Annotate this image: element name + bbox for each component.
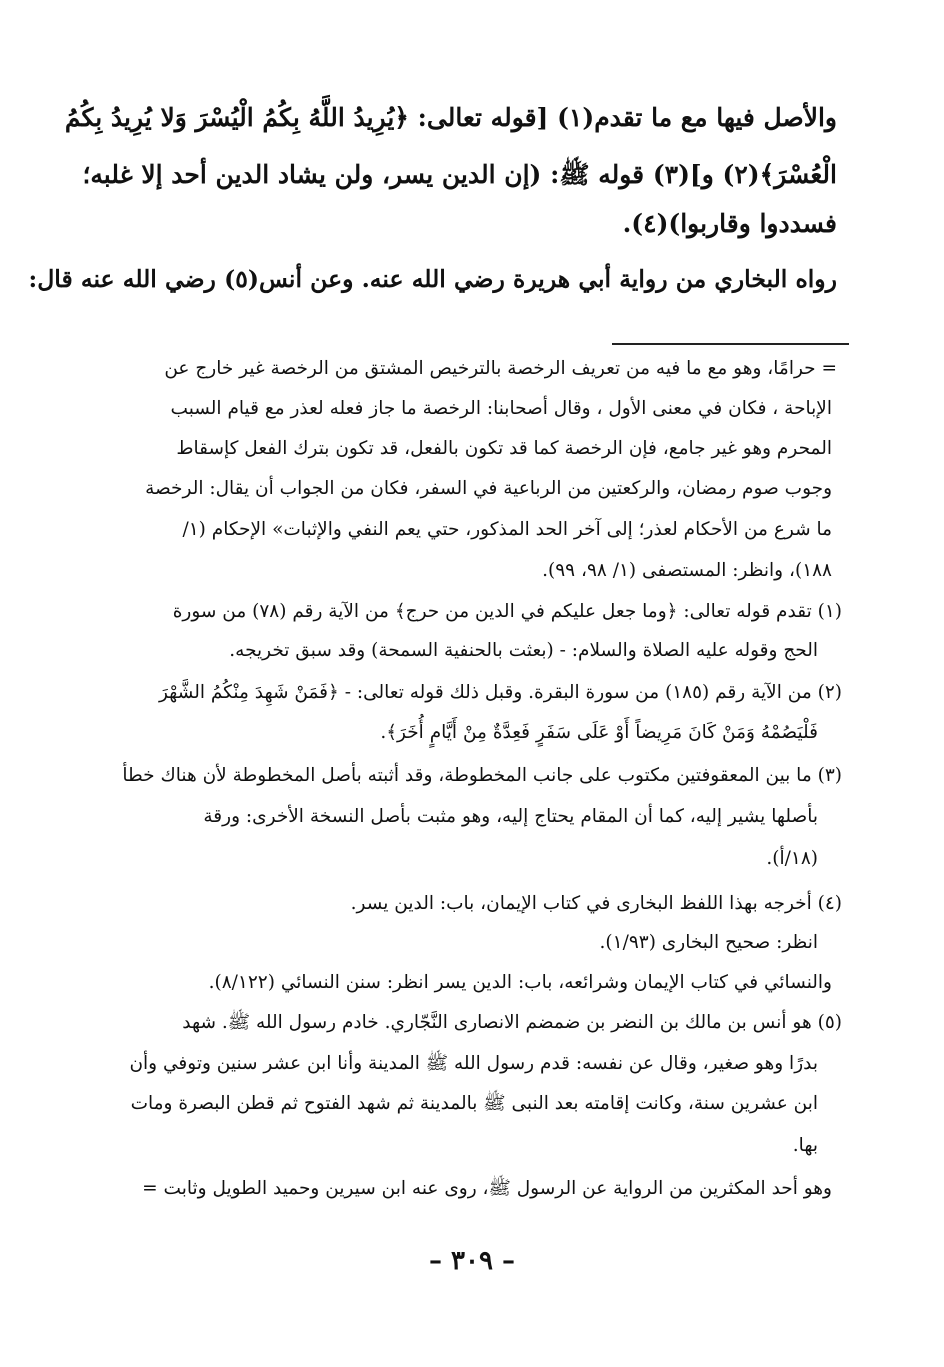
main-text-line-4: رواه البخاري من رواية أبي هريرة رضي الله عنه. وعن أنس(٥) رضي الله عنه قال:	[28, 265, 837, 293]
footnote-line-12: بأصلها يشير إليه، كما أن المقام يحتاج إليه، وهو مثبت بأصل النسخة الأخرى: ورقة	[203, 806, 818, 827]
footnote-line-11: (٣) ما بين المعقوفتين مكتوب على جانب المخطوطة، وقد أثبته بأصل المخطوطة لأن هناك خطأ	[122, 765, 842, 786]
footnote-line-9: (٢) من الآية رقم (١٨٥) من سورة البقرة. وقبل ذلك قوله تعالى: - ﴿فَمَنْ شَهِدَ مِنْكُمُ الشَّهْرَ	[158, 682, 842, 703]
footnote-separator	[612, 343, 849, 345]
footnote-line-5: ما شرع من الأحكام لعذر؛ إلى آخر الحد المذكور، حتي يعم النفي والإثبات» الإحكام (١/	[182, 519, 832, 540]
footnote-line-14: (٤) أخرجه بهذا اللفظ البخارى في كتاب الإيمان، باب: الدين يسر.	[350, 893, 842, 914]
footnote-line-13: (١٨/أ).	[766, 848, 818, 869]
footnote-line-8: الحج وقوله عليه الصلاة والسلام: - (بعثت بالحنفية السمحة) وقد سبق تخريجه.	[229, 640, 818, 661]
footnote-line-18: بدرًا وهو صغير، وقال عن نفسه: قدم رسول الله ﷺ المدينة وأنا ابن عشر سنين وتوفي وأن	[129, 1053, 818, 1074]
main-text-line-1: والأصل فيها مع ما تقدم(١) [قوله تعالى: ﴿يُرِيدُ اللَّهُ بِكُمُ الْيُسْرَ وَلا يُرِيدُ بِكُمُ	[64, 103, 837, 132]
footnote-line-19: ابن عشرين سنة، وكانت إقامته بعد النبى ﷺ بالمدينة ثم شهد الفتوح ثم قطن البصرة ومات	[130, 1093, 818, 1114]
page-number: – ٣٠٩ –	[428, 1246, 516, 1276]
main-text-line-2: الْعُسْرَ﴾(٢) و](٣) قوله ﷺ: (إن الدين يسر، ولن يشاد الدين أحد إلا غلبه؛	[82, 160, 837, 189]
footnote-line-1: = حرامًا، وهو مع ما فيه من تعريف الرخصة بالترخيص المشتق من الرخصة غير خارج عن	[164, 358, 837, 379]
footnote-line-10: فَلْيَصُمْهُ وَمَنْ كَانَ مَرِيضاً أَوْ عَلَى سَفَرٍ فَعِدَّةٌ مِنْ أَيَّامٍ أُخَرَ﴾.	[380, 722, 818, 743]
footnote-line-3: المحرم وهو غير جامع، فإن الرخصة كما قد تكون بالفعل، قد تكون بترك الفعل كإسقاط	[176, 438, 832, 459]
footnote-line-20: بها.	[792, 1135, 818, 1156]
footnote-line-2: الإباحة ، فكان في معنى الأول ، وقال أصحابنا: الرخصة ما جاز فعله لعذر مع قيام السبب	[170, 398, 832, 419]
footnote-line-17: (٥) هو أنس بن مالك بن النضر بن ضمضم الانصارى النَّجّاري. خادم رسول الله ﷺ. شهد	[182, 1012, 842, 1033]
footnote-line-6: ١٨٨)، وانظر: المستصفى (١/ ٩٨، ٩٩).	[542, 560, 832, 581]
footnote-line-16: والنسائي في كتاب الإيمان وشرائعه، باب: الدين يسر انظر: سنن النسائي (٨/١٢٢).	[208, 972, 832, 993]
footnote-line-7: (١) تقدم قوله تعالى: ﴿وما جعل عليكم في الدين من حرج﴾ من الآية رقم (٧٨) من سورة	[172, 601, 842, 622]
footnote-line-4: وجوب صوم رمضان، والركعتين من الرباعية في السفر، فكان من الجواب أن يقال: الرخصة	[145, 478, 832, 499]
footnote-line-15: انظر: صحيح البخارى (١/٩٣).	[599, 932, 818, 953]
main-text-line-3: فسددوا وقاربوا)(٤).	[622, 209, 837, 238]
footnote-line-21: وهو أحد المكثرين من الرواية عن الرسول ﷺ، روى عنه ابن سيرين وحميد الطويل وثابت =	[142, 1178, 832, 1199]
